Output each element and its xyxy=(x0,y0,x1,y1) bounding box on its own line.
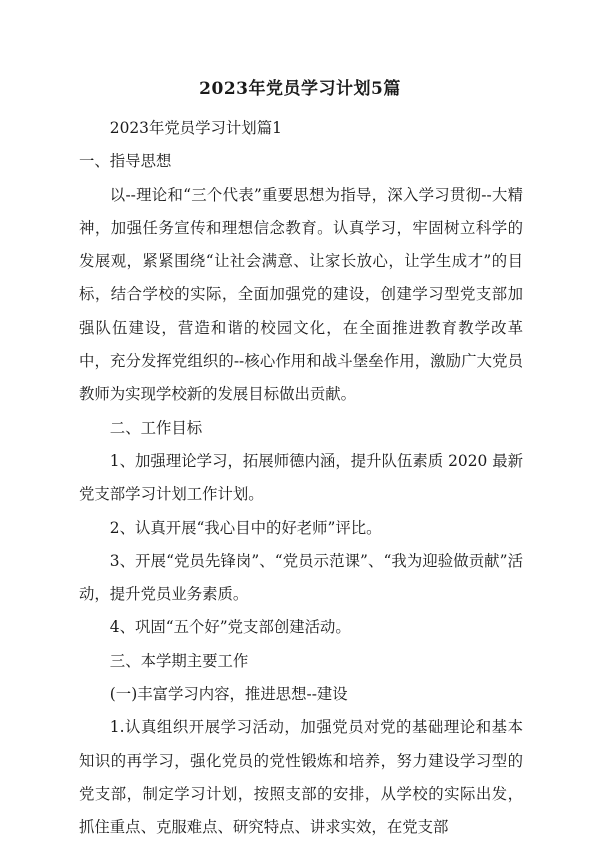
paragraph-goal-1: 1、加强理论学习，拓展师德内涵，提升队伍素质 2020 最新党支部学习计划工作计划。 xyxy=(79,451,523,504)
section-heading-work-goals: 二、工作目标 xyxy=(109,418,203,437)
paragraph-goal-4: 4、巩固“五个好”党支部创建活动。 xyxy=(109,618,351,637)
subsection-heading-study-content: (一)丰富学习内容，推进思想--建设 xyxy=(109,685,348,704)
paragraph-article-heading: 2023年党员学习计划篇1 xyxy=(109,119,282,137)
section-heading-main-work: 三、本学期主要工作 xyxy=(109,651,249,670)
document-title: 2023年党员学习计划5篇 xyxy=(199,79,401,99)
paragraph-goal-3: 3、开展“党员先锋岗”、“党员示范课”、“我为迎验做贡献”活动，提升党员业务素质。 xyxy=(79,551,523,604)
section-heading-guiding-ideology: 一、指导思想 xyxy=(79,152,172,171)
paragraph-guiding-ideology: 以--理论和“三个代表”重要思想为指导，深入学习贯彻--大精神，加强任务宣传和理想信念教育。认真学习，牢固树立科学的发展观，紧紧围绕“让社会满意、让家长放心，让学生成才”的目标，结合学校的实际，全面加强党的建设，创建学习型党支部加强队伍建设，营造和谐的校园文化，在全面推进教育教学改革中，充分发挥党组织的--核心作用和战斗堡垒作用，激励广大党员教师为实现学校新的发展目标做出贡献。 xyxy=(79,185,523,404)
paragraph-study-activities: 1.认真组织开展学习活动，加强党员对党的基础理论和基本知识的再学习，强化党员的党性锻炼和培养，努力建设学习型的党支部，制定学习计划，按照支部的安排，从学校的实际出发，抓住重点、克服难点、研究特点、讲求实效，在党支部 xyxy=(79,718,523,837)
paragraph-goal-2: 2、认真开展“我心目中的好老师”评比。 xyxy=(109,518,382,537)
document-body xyxy=(79,112,523,845)
